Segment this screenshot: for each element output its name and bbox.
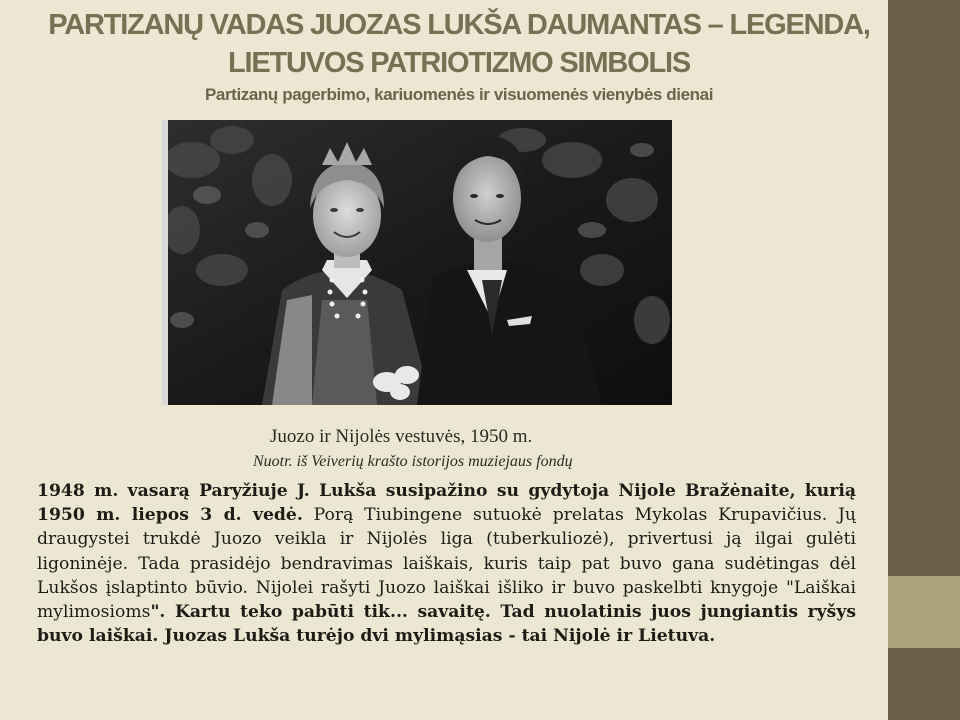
body-bold-outro: ". Kartu teko pabūti tik... savaitę. Tad nuolatinis juos jungiantis ryšys buvo laiškai. Juozas Lukša turėjo dvi mylimąsias - tai Nijolė ir Lietuva. [37, 602, 856, 647]
body-plain-text: Porą Tiubingene sutuokė prelatas Mykolas Krupavičius. Jų draugystei trukdė Juozo veikla ir Nijolės liga (tuberkuliozė), privertusi ją ilgai gulėti ligoninėje. Tada prasidėjo bendravimas laiškais, kuris taip pat buvo gana sudėtingas dėl Lukšos įslaptinto būvio. Nijolei rašyti Juozo laiškai išliko ir buvo paskelbti knygoje "Laiškai mylimosioms [37, 505, 856, 623]
sidebar-band-top [888, 0, 960, 576]
slide-title [30, 6, 888, 82]
sidebar-band-middle [888, 576, 960, 648]
wedding-photo [162, 120, 672, 405]
photo-caption: Juozo ir Nijolės vestuvės, 1950 m. [270, 426, 533, 447]
body-paragraph [37, 479, 856, 648]
sidebar-band-bottom [888, 648, 960, 720]
body-bold-intro: 1948 m. vasarą Paryžiuje J. Lukša susipažino su gydytoja Nijole Bražėnaite, kurią 1950 m. liepos 3 d. vedė. [37, 481, 856, 526]
title-line-2: LIETUVOS PATRIOTIZMO SIMBOLIS [228, 47, 690, 79]
photo-credit: Nuotr. iš Veiverių krašto istorijos muziejaus fondų [253, 453, 573, 470]
slide-subtitle: Partizanų pagerbimo, kariuomenės ir visuomenės vienybės dienai [204, 85, 714, 104]
title-line-1: PARTIZANŲ VADAS JUOZAS LUKŠA DAUMANTAS – LEGENDA, [48, 9, 870, 41]
